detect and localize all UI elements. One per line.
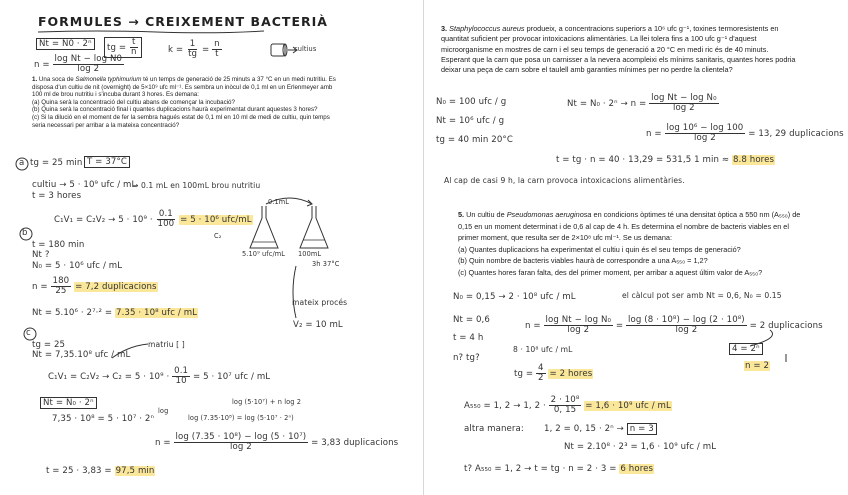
sol1-log-left: log (7.35·10⁸) = log (5·10⁷ · 2ⁿ) bbox=[188, 414, 294, 422]
sol1-c1v1-text: C₁V₁ = C₂V₂ → 5 · 10⁹ · bbox=[54, 215, 153, 225]
sol1-nt-pre: Nt = 5.10⁶ · 2⁷·² = bbox=[32, 308, 113, 318]
page-title: FORMULES → CREIXEMENT BACTERIÀ bbox=[38, 14, 328, 29]
formula-n-den: log 2 bbox=[77, 64, 100, 74]
problem-1-qa: (a) Quina serà la concentració del cultiu abans de començar la incubació? bbox=[32, 98, 235, 106]
sol1-nt-calc bbox=[32, 308, 198, 318]
sol5-tg-lhs: tg = bbox=[514, 369, 534, 379]
problem-5-qa: (a) Quantes duplicacions ha experimentat el cultiu i quin és el seu temps de generació? bbox=[458, 244, 741, 254]
formula-n-lhs: n = bbox=[34, 60, 50, 70]
sol1-n-result: = 7,2 duplicacions bbox=[75, 282, 157, 292]
problem-5-text-a: Un cultiu de bbox=[466, 210, 507, 219]
column-divider bbox=[423, 0, 424, 495]
flask1-label: 5.10⁹ ufc/mL bbox=[242, 250, 286, 258]
sol1-t-final-pre: t = 25 · 3,83 = bbox=[46, 466, 112, 476]
flask2-label: 100mL bbox=[298, 250, 322, 258]
problem-1-text-b: té un temps de generació de 25 minuts a 37 °C en un medi nutritiu. Es disposa d'un cultiu de nit (overnight) de 5×10⁹ ufc ml⁻¹. Es sembra un inòcul de 0,1 ml en un Erlenmeyer amb 100 ml de brou nutritiu i s'incuba durant 3 hores. Es demana: bbox=[32, 76, 336, 99]
sol5-n-fraction bbox=[544, 316, 614, 335]
formula-nt: Nt = N0 · 2ⁿ bbox=[36, 38, 95, 50]
sol3-n-den: log 2 bbox=[694, 133, 716, 143]
sol3-n-num: log 10⁶ − log 100 bbox=[666, 123, 744, 133]
sol5-n-lhs: n = bbox=[525, 321, 541, 331]
label-a: a bbox=[19, 158, 25, 168]
sol5-altra-box: n = 3 bbox=[627, 423, 657, 435]
sol1-n-big-den: log 2 bbox=[229, 442, 252, 452]
sol3-eq1 bbox=[567, 94, 719, 113]
sol1-tg: tg = 25 min bbox=[30, 158, 83, 168]
sol5-n-tg-question: n? tg? bbox=[453, 353, 480, 363]
problem-5-qc: (c) Quantes hores faran falta, des del primer moment, per arribar a aquest últim valor de A₅₅₀? bbox=[458, 267, 763, 277]
sol1-n-big-result: = 3,83 duplicacions bbox=[311, 438, 399, 448]
problem-3-body: produeix, a concentracions superiors a 10⁶ ufc g⁻¹, toxines termoresistents en quantitat suficient per provocar intoxicacions alimentàries. La llei tolera fins a 100 ufc g⁻¹ d'aquest microorganisme en mostres de carn i el seu temps de generació a 20 °C en medi ric és de 40 minuts. Esperant que la carn que posa un carnisser a la nevera acompleixi els mínims sanitaris, quantes hores podria deixar una peça de carn sobre el taulell amb garanties mínimes per no perdre la clientela? bbox=[441, 24, 796, 75]
sol1-nt735: Nt = 7,35.10⁸ ufc / mL bbox=[32, 350, 131, 360]
sol1-c1v1-c-result: = 5 · 10⁷ ufc / mL bbox=[192, 372, 271, 382]
sol5-n-num: log Nt − log N₀ bbox=[545, 315, 612, 325]
sol5-n-result: = 2 duplicacions bbox=[749, 321, 823, 331]
sol5-altra-eq-line bbox=[544, 424, 657, 434]
sol3-t-result: 8.8 hores bbox=[732, 155, 775, 165]
sol1-matriz: matriu [ ] bbox=[148, 340, 185, 349]
sol5-note: el càlcul pot ser amb Nt = 0,6, N₀ = 0.15 bbox=[622, 291, 782, 300]
sol1-log-top: log (5·10⁷) + n log 2 bbox=[232, 398, 302, 406]
problem-1-species: Salmonella typhimurium bbox=[75, 76, 142, 83]
sol5-a550-result: = 1,6 · 10⁹ ufc / mL bbox=[585, 401, 671, 411]
flask2-conditions: 3h 37°C bbox=[312, 260, 340, 268]
formula-tg-den: n bbox=[131, 47, 137, 57]
sol3-tg: tg = 40 min 20°C bbox=[436, 135, 513, 145]
sol1-c1v1-c-num: 0.1 bbox=[174, 366, 189, 376]
sol5-n-den: log 2 bbox=[567, 325, 590, 335]
sol5-box4: 4 = 2ⁿ bbox=[729, 343, 763, 355]
formula-n-num: log Nt − log N0 bbox=[54, 54, 123, 64]
formula-k-lhs: k = bbox=[168, 45, 184, 55]
problem-1-qb: (b) Quina serà la concentració final i quantes duplicacions haurà experimentat durant aquestes 3 hores? bbox=[32, 106, 318, 114]
sol1-nt-question: Nt ? bbox=[32, 250, 50, 260]
sol1-n-calc bbox=[32, 277, 158, 296]
formula-k-fraction-2 bbox=[212, 40, 222, 59]
sol5-a550-lhs: A₅₅₀ = 1, 2 → bbox=[464, 401, 521, 411]
sol3-n-lhs: n = bbox=[646, 129, 662, 139]
problem-1-qc: (c) Si la dilució en el moment de fer la sembra hagués estat de 0,1 ml en 10 ml de medi de cultiu, quin temps seria necessari per arribar a la mateixa concentració? bbox=[32, 113, 330, 129]
sol1-c1v1-c bbox=[48, 367, 270, 386]
sol1-c1v1-result: = 5 · 10⁶ ufc/mL bbox=[180, 215, 252, 225]
problem-1-text-a: Una soca de bbox=[38, 76, 76, 83]
formula-tg bbox=[104, 37, 142, 58]
sol1-t-final bbox=[46, 466, 155, 476]
sol1-nt-result: 7.35 · 10⁸ ufc / mL bbox=[116, 308, 198, 318]
sol1-c1v1-c-den: 10 bbox=[175, 376, 187, 386]
sol3-n-calc bbox=[646, 124, 844, 143]
sol1-c1v1-c-fraction bbox=[172, 367, 190, 386]
sol1-n-fraction bbox=[51, 277, 72, 296]
sol5-a550-fraction bbox=[549, 396, 582, 415]
problem-3-number: 3. bbox=[441, 24, 448, 33]
formula-k-num1: 1 bbox=[189, 39, 196, 49]
arrow-mateix bbox=[276, 262, 316, 322]
arrow-matriz bbox=[108, 338, 168, 362]
problem-5-number: 5. bbox=[458, 210, 465, 219]
sol3-eq1-text: Nt = N₀ · 2ⁿ → n = bbox=[567, 99, 647, 109]
sol1-n-big bbox=[155, 433, 398, 452]
sol1-n-den: 25 bbox=[55, 286, 67, 296]
sol3-eq1-den: log 2 bbox=[672, 103, 695, 113]
sol5-nt: Nt = 0,6 bbox=[453, 315, 490, 325]
sol1-n-big-fraction bbox=[174, 433, 309, 452]
sol3-n0: N₀ = 100 ufc / g bbox=[436, 97, 507, 107]
problem-1-number: 1. bbox=[32, 76, 38, 83]
sol5-tg-result: = 2 hores bbox=[549, 369, 593, 379]
sol1-inocul: → 0.1 mL en 100mL brou nutritiu bbox=[132, 181, 261, 190]
sol1-c1v1 bbox=[54, 210, 253, 229]
cultius-label: cultius bbox=[294, 45, 317, 53]
sol5-altra-eq: 1, 2 = 0, 15 · 2ⁿ → bbox=[544, 424, 624, 434]
formula-k-fraction-1 bbox=[186, 40, 199, 59]
sol5-a550 bbox=[464, 396, 672, 415]
sol5-tg-num: 4 bbox=[538, 363, 544, 373]
sol3-t-pre: t = tg · n = 40 · 13,29 = 531,5 1 min ≈ bbox=[556, 155, 730, 165]
sol5-a550-num: 2 · 10⁸ bbox=[550, 395, 580, 405]
formula-k-den2: t bbox=[215, 49, 219, 59]
formula-k bbox=[168, 40, 222, 59]
sol5-nt-calc: Nt = 2.10⁸ · 2³ = 1,6 · 10⁹ ufc / mL bbox=[564, 442, 717, 452]
problem-3-text bbox=[441, 24, 797, 75]
sol1-cultiu: cultiu → 5 · 10⁹ ufc / mL bbox=[32, 180, 137, 190]
sol1-t180: t = 180 min bbox=[32, 240, 85, 250]
sol5-n2-num: log (8 · 10⁸) − log (2 · 10⁸) bbox=[628, 315, 745, 325]
sol3-n-fraction bbox=[665, 124, 746, 143]
sol1-box-eq: Nt = N₀ · 2ⁿ bbox=[40, 397, 97, 409]
formula-k-num2: n bbox=[214, 39, 220, 49]
sol1-c1v1-den: 100 bbox=[157, 219, 175, 229]
sol5-n2-value: n = 2 bbox=[745, 361, 770, 371]
sol3-eq1-num: log Nt − log N₀ bbox=[651, 93, 717, 103]
formula-tg-num: t bbox=[132, 37, 136, 47]
sol5-final-result: 6 hores bbox=[620, 464, 654, 474]
sol1-n-num: 180 bbox=[52, 276, 70, 286]
sol3-nt: Nt = 10⁶ ufc / g bbox=[436, 116, 505, 126]
sol5-tg-fraction bbox=[536, 364, 546, 383]
sol3-note: Al cap de casi 9 h, la carn provoca intoxicacions alimentàries. bbox=[444, 176, 685, 185]
problem-5-text bbox=[458, 209, 803, 278]
problem-5-species: Pseudomonas aeruginosa bbox=[506, 210, 592, 219]
sol3-n-result: = 13, 29 duplicacions bbox=[748, 129, 844, 139]
label-b: b bbox=[22, 228, 28, 238]
sol1-c1v1-c-text: C₁V₁ = C₂V₂ → C₂ = 5 · 10⁹ · bbox=[48, 372, 170, 382]
formula-tg-lhs: tg = bbox=[107, 43, 127, 53]
sol5-tg-den: 2 bbox=[538, 373, 544, 383]
sol3-t-calc bbox=[556, 155, 775, 165]
sol1-temperature: T = 37°C bbox=[84, 156, 130, 168]
sol1-log-label: log bbox=[158, 407, 169, 415]
sol1-c1v1-num: 0.1 bbox=[158, 209, 173, 219]
sol1-mateix: mateix procés bbox=[292, 298, 348, 307]
sol5-a550-mid: 1, 2 · bbox=[523, 401, 546, 411]
sol5-arrows bbox=[690, 326, 810, 366]
sol1-tg25: tg = 25 bbox=[32, 340, 66, 350]
sol3-eq1-fraction bbox=[649, 94, 719, 113]
sol5-altra: altra manera: bbox=[464, 424, 524, 434]
sol5-ufc8: 8 · 10⁸ ufc / mL bbox=[513, 345, 573, 354]
sol1-c1v1-fraction bbox=[156, 210, 177, 229]
sol1-n-big-num: log (7.35 · 10⁸) − log (5 · 10⁷) bbox=[175, 432, 307, 442]
c2-label: C₂ bbox=[214, 232, 222, 240]
sol1-n-lhs: n = bbox=[32, 282, 48, 292]
flask-top-label: 0.1mL bbox=[268, 198, 290, 206]
sol5-final-eq: t = tg · n = 2 · 3 = bbox=[534, 464, 617, 474]
formula-k-eq: = bbox=[201, 45, 210, 55]
sol1-eq2: 7,35 · 10⁸ = 5 · 10⁷ · 2ⁿ bbox=[52, 414, 155, 424]
sol1-t-final-result: 97,5 min bbox=[115, 466, 155, 476]
sol5-n2-den: log 2 bbox=[675, 325, 698, 335]
sol1-t3: t = 3 hores bbox=[32, 191, 82, 201]
problem-5-qb: (b) Quin nombre de bacteris viables haurà de correspondre a una A₅₅₀ = 1,2? bbox=[458, 256, 708, 265]
sol1-n-big-lhs: n = bbox=[155, 438, 171, 448]
problem-1-text bbox=[32, 76, 337, 129]
formula-k-den1: tg bbox=[188, 49, 198, 59]
sol1-n0: N₀ = 5 · 10⁶ ufc / mL bbox=[32, 261, 123, 271]
sol5-t4h: t = 4 h bbox=[453, 333, 484, 343]
formula-tg-fraction bbox=[129, 38, 139, 57]
problem-3-species: Staphylococcus aureus bbox=[449, 24, 525, 33]
sol5-tg-calc bbox=[514, 364, 593, 383]
sol5-a550-den: 0, 15 bbox=[553, 405, 577, 415]
sol1-v2: V₂ = 10 mL bbox=[293, 320, 343, 330]
sol5-final bbox=[464, 464, 654, 474]
problem-5-text-b: en condicions òptimes té una densitat òptica a 550 nm (A₅₅₀) de 0,15 en un moment determinat i de 0,6 al cap de 4 h. Es determina el nombre de bacteris viables en el primer moment, que resulta ser de 2×10⁸ ufc ml⁻¹. Se us demana: bbox=[458, 210, 801, 242]
label-c: c bbox=[26, 328, 31, 338]
sol5-final-q: t? A₅₅₀ = 1, 2 → bbox=[464, 464, 532, 474]
sol5-n0: N₀ = 0,15 → 2 · 10⁸ ufc / mL bbox=[453, 292, 576, 302]
sol5-n-calc: n = $\frac{\text{log Nt − log N₀}}{\log 2}$ = $\frac{\text{log (8 · 10⁸) − log (2 · 10⁸)}}{\log 2}$ = 2 duplicacions bbox=[525, 315, 823, 335]
